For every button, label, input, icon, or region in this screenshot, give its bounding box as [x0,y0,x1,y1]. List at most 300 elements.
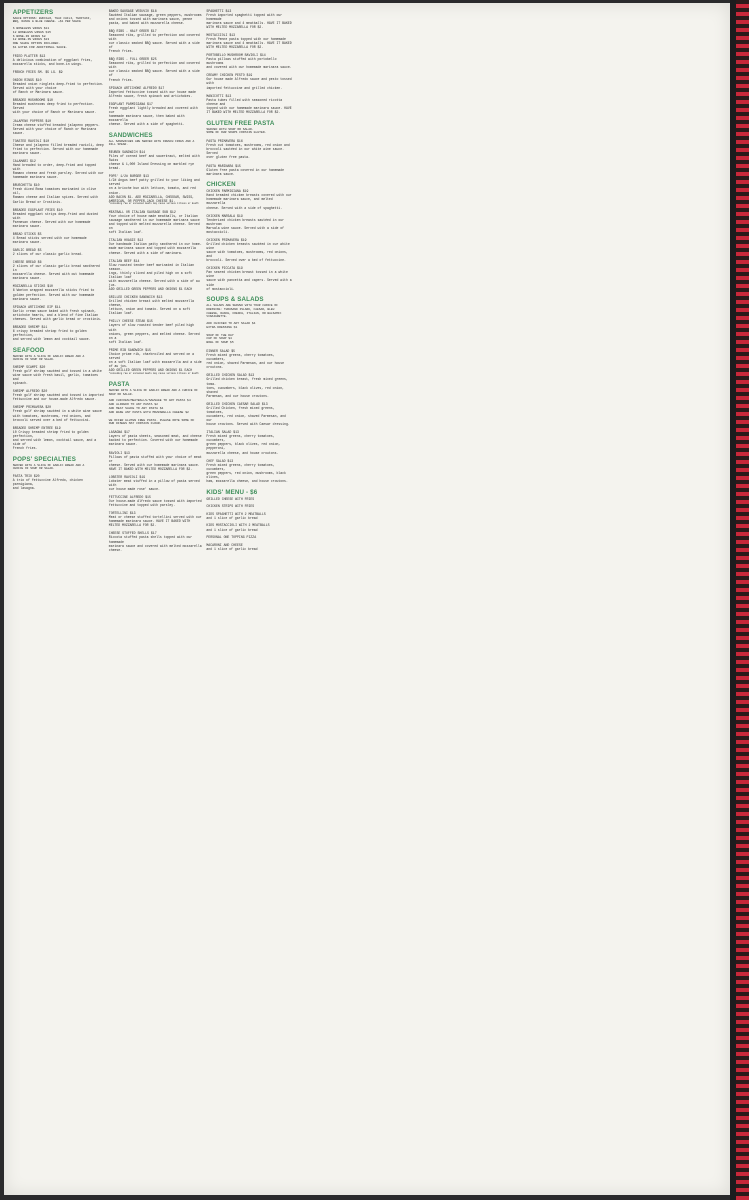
menu-page [4,3,730,1195]
menu-item-description [206,516,292,520]
info-line: SERVED WITH A SLICE OF GARLIC BREAD AND A [12,463,85,467]
menu-item [109,29,202,53]
description-line: homemade marinara sauce, then baked with mozzarella [108,113,185,122]
menu-item-description [13,252,104,256]
info-line: 12 BONELESS WINGS $15 [12,29,51,34]
menu-item [109,295,202,315]
menu-item-description [206,434,292,454]
info-line: ADD CHICKEN TO ANY SALAD $4 [206,320,256,325]
description-line: marinara sauce and 4 meatballs. HAVE IT BAKED [206,20,292,25]
description-line: on a soft Italian loaf with mozzarella and a side of au jus. [108,359,202,369]
section-note [13,17,104,24]
menu-item-description [13,58,104,66]
menu-item-name: PASTA MARINARA $15 [206,163,241,168]
description-line: soft Italian loaf. [108,339,143,344]
menu-item-name: TOASTED RAVIOLI $10 [12,138,50,143]
menu-item [13,70,104,74]
menu-item-name: BREADED EGGPLANT FRIES $10 [12,207,63,212]
menu-item-description [109,106,202,126]
menu-item [109,9,202,25]
menu-item-description [13,123,104,135]
menu-item-name: FRENCH FRIES SM. $5 LG. $9 [12,70,63,75]
description-line: wine sauce with fresh basil, garlic, tomatoes and [12,373,99,382]
menu-item [206,189,292,209]
menu-item-name: MEATBALL OR ITALIAN SAUSAGE SUB $12 [108,209,176,214]
description-line: ADD GRILLED GREEN PEPPERS AND ONIONS $1 EACH [108,368,193,373]
menu-item [13,325,104,341]
description-line: Grilled chicken breast, fresh mixed greens, toma- [206,377,288,386]
menu-item-description [13,143,104,155]
menu-item-description [13,236,104,244]
menu-item-description [13,309,104,321]
description-line: ADD BACON $1. ADD MOZZARELLA, CHEDDAR, SWISS, [108,194,195,199]
menu-item-description [13,212,104,228]
description-line: French fries. [12,446,38,451]
description-line: Fresh mixed greens, cherry tomatoes, cucumbers, [206,434,275,443]
menu-item [13,54,104,66]
menu-item-description [109,214,202,234]
description-line: and covered with our homemade marinara sauce. [206,65,292,70]
info-line: SERVED WITH A SLICE OF GARLIC BREAD AND A [12,354,85,358]
menu-item [206,53,292,69]
menu-item [13,260,104,280]
menu-item-name: ITALIAN SALAD $13 [206,430,239,435]
menu-item-description [13,430,104,450]
menu-section-sandwiches [109,132,202,376]
description-line: fettuccine and our house-made Alfredo sauce. [12,397,97,402]
menu-item-description [109,479,202,491]
menu-item-description [206,143,292,159]
description-line: 10 Crispy breaded shrimp fried to golden perfection, [12,429,89,438]
disclaimer-note: *consuming raw or uncooked meats may cause serious illness or death [108,371,199,375]
description-line: soft Italian loaf. [108,230,143,235]
description-line: Our handmade Italian patty smothered in our home- [108,242,202,247]
menu-item-description [13,102,104,114]
menu-item-name: BAKED SAUSAGE VESUVIO $18 [108,8,157,13]
description-line: Fresh imported spaghetti topped with our homemade [206,12,283,21]
description-line: house croutons. Served with Caesar dressing. [206,422,290,427]
menu-section-kids-menu-6 [206,489,292,552]
menu-item-name: BREADED SHRIMP $11 [12,324,48,329]
menu-item [206,238,292,262]
description-line: 6 Wonton wrapped mozzarella sticks fried to [12,288,95,293]
description-line: 2 slices of our classic garlic bread smothered in [12,264,100,273]
menu-item [109,210,202,234]
description-line: our classic smoked BBQ sauce. Served with a side of [108,40,200,50]
description-line: golden perfection. Served with our homemade [12,292,95,297]
menu-item-description [109,515,202,527]
menu-item [206,33,292,49]
info-line: CUP OF SOUP $4 [206,336,232,341]
description-line: MELTED MOZZARELLA FOR $2. [108,523,157,528]
menu-item [109,495,202,507]
section-heading: SANDWICHES [108,131,153,139]
description-line: Grilled Chicken, fresh mixed greens, tomatoes, [206,405,275,414]
menu-item-description [206,168,292,176]
description-line: Pan seared chicken breast tossed in a white wine [206,270,288,279]
description-line: imported fettuccine and grilled chicken. [206,85,283,90]
description-line: sauce with pancetta and capers. Served with a side [206,278,292,287]
info-line: SOUP OF THE DAY [206,332,234,337]
description-line: Seasoned ribs, grilled to perfection and covered with [108,32,200,41]
menu-item-name: CHICKEN PRIMAVERA $19 [206,237,247,242]
menu-item-name: GRILLED CHICKEN SANDWICH $13 [108,295,163,300]
menu-item-name: SPAGHETTI $13 [206,8,232,13]
info-lines [206,128,292,136]
description-line: and 1 slice of garlic bread [206,527,258,532]
menu-item-name: TORTELLINI $13 [108,511,136,516]
disclaimer-note: *consuming raw or uncooked meats may cause serious illness or death [108,202,199,206]
section-heading: SOUPS & SALADS [206,296,264,304]
description-line: Lobster meat stuffed in a pillow of pasta served with [108,478,200,487]
description-line: 2 slices of our classic garlic bread. [12,252,83,257]
description-line: spinach. [12,381,28,386]
description-line: cheese. Served with a side of spaghetti. [108,122,185,127]
menu-item-name: CHICKEN PARMIGIANA $19 [206,189,249,194]
description-line: cheese. Served with our homemade marinara sauce. [108,462,200,467]
info-line: SOME OF OUR SOUPS CONTAIN GLUTEN. [206,130,267,135]
info-lines [109,419,202,427]
info-line: ADD BAKE ANY PASTA WITH MOZZARELLA CHEESE $2 [108,409,189,414]
menu-section-chicken [206,181,292,290]
description-line: Cream cheese stuffed breaded jalapeno peppers. [12,122,100,127]
info-line: CHEESE, RANCH, FRENCH, ITALIAN, OR BALSAMIC [206,311,282,315]
description-line: ings, thinly sliced and piled high on a soft Italian loaf [108,270,193,279]
menu-item-name: CHICKEN MARSALA $19 [206,213,243,218]
menu-item [13,426,104,450]
info-line: OUR DISHES MAY CONTAIN FLOUR. [108,421,162,426]
info-line: ADD CHICKEN/MEATBALLS/SAUSAGE TO ANY PASTA $4 [108,398,191,403]
menu-item [109,348,202,376]
menu-item-name: ITALIAN BEEF $14 [108,258,140,263]
description-line: Fresh diced Roma tomatoes marinated in olive oil, [12,187,97,196]
description-line: marinara sauce. [108,442,138,447]
section-heading: CHICKEN [206,181,236,189]
description-line: marinara sauce and covered with melted mozzarella cheese. [108,543,202,552]
description-line: with tomatoes, mushrooms, red onions, and [12,413,91,418]
menu-item [109,102,202,126]
description-line: 1/2# Angus beef patty grilled to your liking and served [108,178,200,187]
menu-item [13,232,104,244]
description-line: and served with lemon and cocktail sauce. [12,337,91,342]
menu-item-name: PRIME RIB SANDWICH $15 [108,347,151,352]
menu-item-name: LOBSTER RAVIOLI $19 [108,474,146,479]
menu-section-seafood [13,347,104,450]
menu-item [13,78,104,94]
info-lines [13,27,104,50]
menu-item-description [206,37,292,49]
menu-section-pops-specialties [13,456,104,490]
menu-item [206,9,292,29]
description-line: HAVE IT BAKED WITH MELTED MOZZARELLA FOR $2. [108,466,193,471]
menu-item-name: SPINACH ARTICHOKE ALFREDO $17 [108,85,165,90]
section-note [13,355,104,362]
description-line: and onions tossed with marinara sauce, penne [108,16,193,21]
menu-item [13,183,104,203]
description-line: Layers of slow roasted tender beef piled high with [108,323,195,332]
menu-item-description [13,369,104,385]
menu-item [109,238,202,254]
menu-item-description [206,218,292,234]
menu-item-description [109,178,202,202]
info-line: BOWL OF SOUP $5 [206,340,234,345]
description-line: broccoli sautéed in our white wine sauce. Served [206,147,285,156]
menu-item-description [13,187,104,203]
description-line: on a brioche bun with lettuce, tomato, and red onion. [108,186,196,195]
menu-item-name: MACARONI AND CHEESE [206,542,243,547]
description-line: 6 crispy breaded shrimp fried to golden perfection, [12,328,87,338]
menu-item-name: SHRIMP ALFREDO $20 [12,389,48,394]
menu-item-name: PORTOBELLO MUSHROOM RAVIOLI $14 [206,53,266,58]
description-line: broccoli. Served over a bed of fettuccine. [206,258,286,263]
description-line: Alfredo sauce, fresh spinach and artichokes. [108,93,193,98]
info-line: WE OFFER GLUTEN FREE PASTA. PLEASE NOTE SOME OF [108,417,195,422]
info-lines [206,322,292,330]
description-line: Breaded eggplant strips deep-fried and dusted with [12,211,99,220]
description-line: Fresh gulf shrimp sautéed and tossed in imported [12,393,104,398]
menu-item-description [206,528,292,532]
menu-item [13,208,104,228]
description-line: Fresh gulf shrimp sautéed in a white wine sauce [12,409,102,414]
menu-item-description [206,463,292,483]
menu-item [206,73,292,89]
description-line: Grilled chicken breast with melted mozzarella cheese, [108,299,195,308]
menu-item [109,475,202,491]
menu-item [206,164,292,176]
menu-item-description [13,329,104,341]
description-line: with mozzarella cheese. Served with a side of au jus. [108,278,200,287]
description-line: marinara sauce. [12,240,42,244]
menu-item-description [206,353,292,369]
description-line: Piles of corned beef and sauerkraut, melted with Swiss [108,153,200,163]
menu-item-name: CHICKEN STRIPS WITH FRIES [206,504,255,509]
menu-item-name: BBQ RIBS - HALF ORDER $17 [108,28,157,33]
menu-item-name: EGGPLANT PARMIGIANA $17 [108,101,153,106]
info-line: ONE SAUCE OPTION INCLUDED. [12,41,61,46]
menu-item-name: POPS' 1/2# BURGER $13 [108,174,149,179]
menu-item-description [13,393,104,401]
menu-item [13,284,104,300]
menu-item [13,159,104,179]
description-line: homemade marinara sauce. [12,175,59,180]
description-line: Riccota stuffed pasta shells topped with our homemade [108,535,193,544]
menu-item [13,474,104,490]
description-line: Fresh mixed greens, cherry tomatoes, cucumbers, [206,353,275,362]
description-line: French fries. [108,77,134,82]
description-line: lettuce, onion and tomato. Served on a soft Italian loaf. [108,307,191,316]
menu-item [206,373,292,397]
menu-section-gluten-free-pasta [206,120,292,176]
section-note [206,304,292,319]
menu-item [109,430,202,446]
menu-column-3 [206,8,292,552]
description-line: cheeses. Served with garlic bread or crostinis. [12,316,102,321]
menu-item-description [109,535,202,551]
menu-item-description [13,264,104,280]
info-line: 6 BONELESS WINGS $11 [12,25,50,30]
description-line: and 1 slice of garlic bread [206,547,258,552]
menu-item-name: BBQ RIBS - FULL ORDER $25 [108,57,157,62]
description-line: fried to perfection. Served with our homemade [12,146,99,151]
menu-item [109,150,202,170]
menu-item [206,214,292,234]
menu-item-name: ITALIAN HOAGIE $12 [108,238,144,243]
description-line: green peppers, red onion, mushrooms, black olives, [206,470,286,479]
description-line: our classic smoked BBQ sauce. Served with a side of [108,69,200,78]
menu-item-name: ONION RINGS $10 [12,78,42,83]
description-line: cheese & 1,000 Island Dressing on marbled rye bread. [108,162,195,171]
menu-item-name: BREAD STICKS $5 [12,231,42,236]
info-lines [109,399,202,414]
menu-item-name: PERSONAL ONE TOPPING PIZZA [206,535,257,540]
menu-item-description [206,406,292,426]
description-line: toes, cucumbers, black olives, red onion, shaved [206,385,285,394]
description-line: broccoli served over a bed of fettuccini. [12,417,91,422]
menu-item [109,511,202,527]
menu-item-name: PASTA TRIO $20 [12,473,40,478]
menu-item-description [109,33,202,53]
description-line: fettuccine and topped with parsley. [108,503,176,508]
description-line: Your choice of house made meatballs, or Italian [108,213,198,218]
menu-item [206,266,292,290]
menu-item-description [109,323,202,343]
description-line: Layers of pasta sheets, seasoned meat, and cheese [108,434,202,439]
description-line: Hand breaded chicken breasts covered with our [206,193,292,198]
description-line: marinara sauce. [206,171,235,176]
description-line: over gluten free pasta. [206,155,250,160]
menu-item [109,259,202,292]
description-line: green peppers, black olives, red onion, pepperoni, [206,442,281,451]
description-line: 4 Bread sticks served with our homemade [12,235,87,240]
menu-item-name: SPINACH ARTICHOKE DIP $11 [12,304,61,309]
description-line: Parmesan cheese. Served with our homemade [12,219,91,224]
description-line: and lasagna. [12,486,36,491]
menu-item-name: GRILLED CHICKEN CAESAR SALAD $13 [206,401,268,406]
info-line: DRESSING: THOUSAND ISLAND, CAESAR, BLEU [206,307,275,311]
section-heading: SEAFOOD [12,346,45,354]
description-line: A trio of fettuccine Alfredo, chicken parmigiana, [12,477,83,486]
description-line: topped with our homemade marinara sauce. HAVE [206,105,292,110]
menu-item [206,402,292,426]
description-line: Garlic Bread or Crostinis. [12,199,63,204]
menu-item-name: BREADED SHRIMP ENTRÉE $19 [12,425,61,430]
description-line: pasta, and baked with mozzarella cheese. [108,20,185,25]
description-line: Romano cheese and fresh parsley. Served with our [12,171,104,176]
description-line: sausage smothered in our homemade marinara sauce [108,218,200,223]
description-line: and served with lemon, cocktail sauce, and a side of [12,437,97,446]
section-heading: PASTA [108,381,130,388]
menu-item-description [206,98,292,114]
info-lines [206,334,292,346]
description-line: and 1 slice of garlic bread [206,516,258,521]
description-line: our house made rose' sauce. [108,487,160,491]
menu-section-continued [109,9,202,127]
description-line: Breaded onion ringlets deep-fried to perfection. [12,82,104,87]
menu-section-pasta [109,381,202,552]
menu-item [13,248,104,256]
description-line: marinara sauce. [12,150,42,155]
description-line: Fresh cut tomatoes, mushrooms, red onion and [206,143,290,148]
menu-section-continued [206,9,292,114]
description-line: with your choice of Ranch or Marinara sauce. [12,110,97,115]
description-line: Romano cheese and Italian spices. Served with [12,195,99,200]
description-line: ham, mozzarella cheese, and house croutons. [206,478,288,483]
menu-item [206,94,292,114]
info-line: VINAIGRETTE. [206,315,228,319]
description-line: cheese. Served with a side of spaghetti. [206,205,283,210]
description-line: Cheese and jalapeno filled breaded ravioli, deep [12,142,104,147]
description-line: croutons. [206,365,224,370]
menu-item-name: REUBEN SANDWICH $14 [108,149,146,154]
description-line: Fresh gulf shrimp sautéed and tossed in a white [12,369,102,373]
description-line: artichoke hearts, and a blend of fine Italian [12,312,99,317]
menu-item-description [109,242,202,254]
menu-item-name: FRIED PLATTER $13 [12,53,46,58]
description-line: of Ranch or Marinara sauce. [12,90,64,95]
menu-item-description [206,242,292,262]
description-line: homemade marinara sauce, and melted mozzarella [206,197,273,206]
menu-item [206,543,292,551]
menu-item-name: SHRIMP PRIMAVERA $20 [12,405,52,410]
menu-item [13,405,104,421]
menu-item-name: GRILLED CHICKEN SALAD $13 [206,373,255,378]
menu-item-description [109,455,202,471]
info-line: BBQ, RANCH & BLUE CHEESE. +$1 PER SAUCE [12,20,81,24]
menu-item-name: PASTA PRIMAVERA $16 [206,139,243,144]
menu-item [206,349,292,369]
description-line: Fresh mixed greens, cherry tomatoes, cucumbers, [206,462,275,471]
menu-item-description [206,547,292,551]
menu-item-description [206,77,292,89]
section-heading: APPETIZERS [12,8,54,16]
menu-item-name: LASAGNA $17 [108,430,130,435]
menu-item-description [13,163,104,179]
menu-item-description [109,299,202,315]
description-line: Served with your choice [12,86,57,91]
info-line: CHOICE OF SOUP OR SALAD. [12,358,55,362]
menu-item-name: CHEF SALAD $13 [206,458,234,463]
info-line: SOUP OR SALAD. [108,392,134,396]
description-line: Grilled chicken breasts sautéed in our white wine [206,241,290,250]
description-line: cheese. Served with a side of marinara. [108,250,183,255]
description-line: cucumbers, red onion, shaved Parmesan, and our [206,414,286,423]
description-line: Imported fettuccine tossed with our house made [108,89,196,94]
description-line: Gluten free pasta covered in our homemade [206,167,285,172]
menu-item [206,497,292,501]
section-heading: POPS' SPECIALTIES [12,455,77,463]
info-line: EXTRA DRESSING $1 [206,324,238,329]
description-line: Tenderized chicken breasts sautéed in our mushroom [206,217,285,226]
info-line: ALL SANDWICHES ARE SERVED WITH FRENCH FRIES AND A [108,139,195,143]
menu-item-description [206,57,292,69]
info-line: 12 BONE-IN WINGS $13 [12,37,50,42]
menu-item [206,512,292,520]
description-line: IT BAKED WITH MELTED MOZZARELLA FOR $2. [206,109,281,114]
menu-column-1 [12,8,104,491]
menu-item-name: MOZZARELLA STICKS $10 [12,284,53,289]
menu-item-name: CREAMY CHICKEN PESTO $19 [206,73,253,78]
description-line: red onion, shaved Parmesan, and our house [206,361,285,366]
description-line: Our house made Alfredo sauce and pesto tossed with [206,77,292,86]
menu-item-description [206,193,292,209]
menu-item [206,523,292,531]
menu-item-name: SHRIMP SCAMPI $20 [12,365,46,369]
menu-binding-spine [730,0,749,1200]
menu-section-appetizers [13,9,104,342]
menu-item-description [206,270,292,290]
description-line: Marsala wine sauce. Served with a side of mostaccioli. [206,225,285,234]
description-line: made marinara sauce and topped with mozzarella [108,246,196,251]
